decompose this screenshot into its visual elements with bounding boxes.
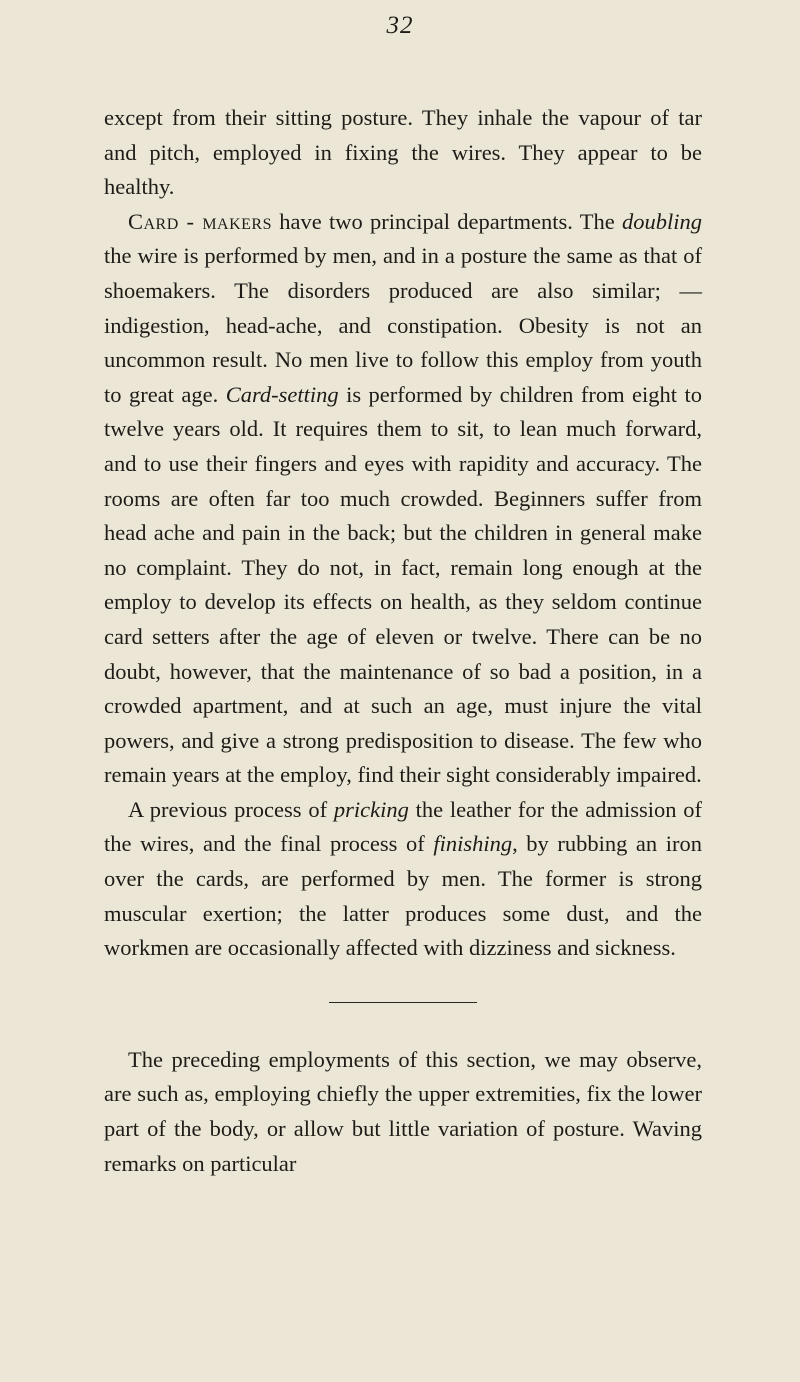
italic-term-card-setting: Card-setting xyxy=(225,381,339,407)
body-text xyxy=(104,101,702,1181)
page-number: 32 xyxy=(386,12,414,39)
paragraph-summary xyxy=(104,1043,702,1181)
italic-term-doubling: doubling xyxy=(621,208,702,234)
paragraph-card-makers xyxy=(104,205,702,793)
card-makers-heading: Card - makers xyxy=(128,208,272,234)
paragraph-text: The preceding employments of this section, we may observe, are such as, employing chiefly the upper extremities, fix the lower part of the body, or allow but little variation of posture. Waving remarks on particular xyxy=(104,1046,702,1176)
paragraph-text: the wire is performed by men, and in a posture the same as that of shoemakers. The disorders produced are also similar; —indigestion, head-ache, and constipation. Obesity is not an uncommon result. No men live to follow this employ from youth to great age. xyxy=(104,243,702,407)
section-divider xyxy=(329,1002,477,1003)
paragraph-text: A previous process of xyxy=(128,796,334,822)
paragraph-text: have two principal departments. The xyxy=(272,208,622,234)
paragraph-processes xyxy=(104,793,702,966)
paragraph-text: is performed by children from eight to twelve years old. It requires them to sit, to lean much forward, and to use their fingers and eyes with rapidity and accuracy. The rooms are often far too much crowded. Beginners suffer from head ache and pain in the back; but the children in general make no complaint. They do not, in fact, remain long enough at the employ to develop its effects on health, as they seldom continue card setters after the age of eleven or twelve. There can be no doubt, however, that the maintenance of so bad a position, in a crowded apartment, and at such an age, must injure the vital powers, and give a strong predisposition to disease. The few who remain years at the employ, find their sight considerably impaired. xyxy=(104,381,702,788)
paragraph-text: except from their sitting posture. They inhale the vapour of tar and pitch, employed in fixing the wires. They appear to be healthy. xyxy=(104,105,702,200)
paragraph-text: the leather for the admission of the wires, and the final process of xyxy=(104,796,702,857)
paragraph-text: , by rubbing an iron over the cards, are performed by men. The former is strong muscular exertion; the latter produces some dust, and the workmen are occasionally affected with dizziness and sickness. xyxy=(104,831,702,961)
italic-term-pricking: pricking xyxy=(333,796,409,822)
paragraph-continuation xyxy=(104,101,702,205)
italic-term-finishing: finishing xyxy=(433,831,513,857)
